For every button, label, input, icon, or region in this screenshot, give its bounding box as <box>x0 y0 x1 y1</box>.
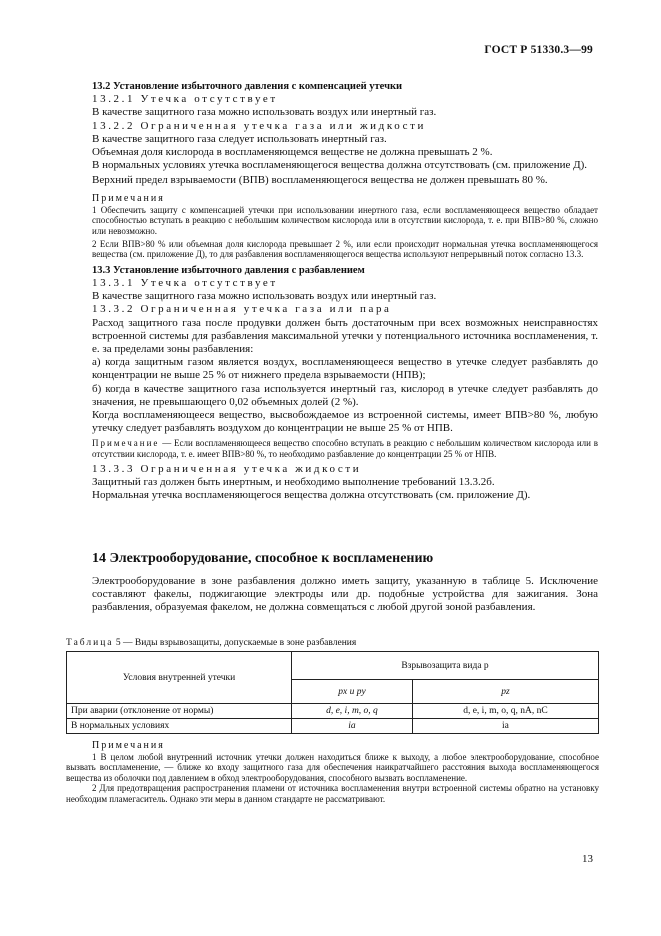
section-13-2-title: 13.2 Установление избыточного давления с компенсацией утечки <box>92 81 403 92</box>
section-14-text: Электрооборудование в зоне разбавления должно иметь защиту, указанную в таблице 5. Исключение составляют факелы, поджигающие электроды или др. подобные устройства для зажигания. Зона разбавления, образуемая факелом, не должна совмещаться с любой другой зоной разбавления. <box>92 575 598 613</box>
table-cell: ia <box>412 719 598 734</box>
note-label: Примечание <box>92 438 160 449</box>
main-content <box>92 78 598 502</box>
table-caption-text: 5 — Виды взрывозащиты, допускаемые в зоне разбавления <box>113 638 357 648</box>
paragraph: В качестве защитного газа можно использовать воздух или инертный газ. <box>92 106 437 119</box>
table-caption-label: Таблица <box>66 638 114 648</box>
note-1: 1 Обеспечить защиту с компенсацией утечки при использовании инертного газа, если воспламеняющееся вещество обладает способностью вступать в реакцию с небольшим количеством кислорода или в отсутствии кислорода, т. е. при ВПВ>80 %, сложно или невозможно. <box>92 204 598 237</box>
paragraph: Когда воспламеняющееся вещество, высвобождаемое из встроенной системы, имеет ВПВ>80 %, любую утечку следует разбавлять воздухом до концентрации не выше 25 % от НПВ. <box>92 409 598 435</box>
paragraph: Объемная доля кислорода в воспламеняющемся веществе не должна превышать 2 %. <box>92 146 493 159</box>
note-text: — Если воспламеняющееся вещество способно вступать в реакцию с небольшим количеством кислорода или в отсутствии кислорода, т. е. имеет ВПВ>80 %, то необходимо разбавление до концентрации 25 % от НПВ. <box>92 438 598 460</box>
section-13-3-1-title: 13.3.1 Утечка отсутствует <box>92 277 278 289</box>
note-13-3 <box>92 438 598 459</box>
table-cell: d, e, i, m, o, q, nA, nC <box>412 704 598 719</box>
page-number: 13 <box>582 853 593 865</box>
paragraph: Верхний предел взрываемости (ВПВ) воспламеняющегося вещества не должен превышать 80 %. <box>92 174 548 187</box>
note-2: 2 Для предотвращения распространения пламени от источника воспламенения внутри встроенной системы обратно на установку необходим пламегаситель. Однако эти меры в данном стандарте не рассматривают. <box>66 783 599 804</box>
paragraph: Нормальная утечка воспламеняющегося вещества должна отсутствовать (см. приложение Д). <box>92 489 531 502</box>
table-row <box>67 704 599 719</box>
table-cell: ia <box>292 719 413 734</box>
table-cell: d, e, i, m, o, q <box>292 704 413 719</box>
note-1: 1 В целом любой внутренний источник утечки должен находиться ближе к выходу, а любое электрооборудование, способное вызвать воспламенение, — ближе ко входу защитного газа для обеспечения наикратчайшего расстояния выхода воспламеняющегося вещества из оболочки под давлением в обход электрооборудования, способного вызвать воспламенение. <box>66 751 599 783</box>
list-item-a: а) когда защитным газом является воздух, воспламеняющееся вещество в утечке следует разбавлять до концентрации не выше 25 % от нижнего предела взрываемости (НПВ); <box>92 356 598 382</box>
notes-title: Примечания <box>92 192 165 204</box>
paragraph: В нормальных условиях утечка воспламеняющегося вещества должна отсутствовать (см. приложение Д). <box>92 159 588 172</box>
paragraph: В качестве защитного газа следует использовать инертный газ. <box>92 132 387 145</box>
section-13-3-3-title: 13.3.3 Ограниченная утечка жидкости <box>92 462 362 475</box>
table-cell: В нормальных условиях <box>67 719 292 734</box>
section-13-2-2-title: 13.2.2 Ограниченная утечка газа или жидкости <box>92 119 427 132</box>
table-subheader-pz: pz <box>412 680 598 704</box>
paragraph: Защитный газ должен быть инертным, и необходимо выполнение требований 13.3.2б. <box>92 475 495 488</box>
section-14-title: 14 Электрооборудование, способное к воспламенению <box>92 551 434 566</box>
table-caption <box>66 638 356 648</box>
table-row <box>67 719 599 734</box>
paragraph: Расход защитного газа после продувки должен быть достаточным при всех возможных неисправностях встроенной системы для разбавления максимальной утечки у потенциального источника воспламенения, т. е. за пределами зоны разбавления: <box>92 316 598 356</box>
table-notes <box>66 741 599 805</box>
table-cell: При аварии (отклонение от нормы) <box>67 704 292 719</box>
table-header-conditions: Условия внутренней утечки <box>67 652 292 704</box>
section-13-3-2-title: 13.3.2 Ограниченная утечка газа или пара <box>92 303 392 316</box>
note-2: 2 Если ВПВ>80 % или объемная доля кислорода превышает 2 %, или если происходит нормальная утечка воспламеняющегося вещества (см. приложение Д), то для разбавления воспламеняющегося вещества используют непрерывный поток согласно 13.3. <box>92 238 598 260</box>
list-item-b: б) когда в качестве защитного газа используется инертный газ, кислород в утечке следует разбавлять до значения, не превышающего 0,02 объемных долей (2 %). <box>92 382 598 408</box>
paragraph: В качестве защитного газа можно использовать воздух или инертный газ. <box>92 290 437 303</box>
notes-title: Примечания <box>92 740 165 751</box>
section-13-3-title: 13.3 Установление избыточного давления с разбавлением <box>92 264 365 276</box>
table-header-group: Взрывозащита вида р <box>292 652 599 680</box>
protection-table <box>66 651 599 734</box>
table-subheader-px-py: px и py <box>292 680 413 704</box>
section-13-2-1-title: 13.2.1 Утечка отсутствует <box>92 93 278 106</box>
document-header: ГОСТ Р 51330.3—99 <box>484 44 593 56</box>
